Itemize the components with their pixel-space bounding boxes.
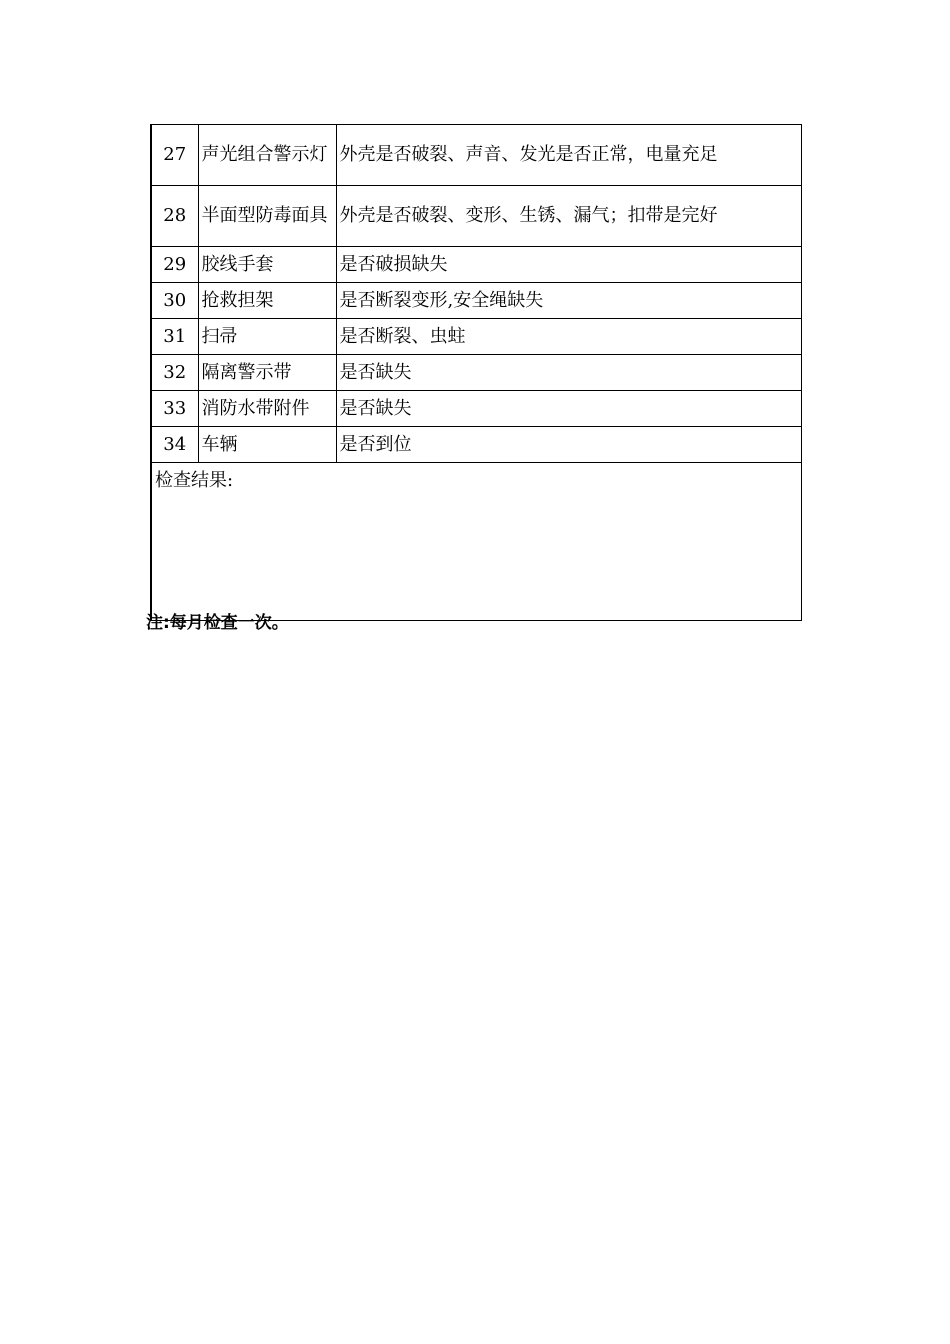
table-row <box>151 283 801 319</box>
table-row <box>151 427 801 463</box>
item-name: 声光组合警示灯 <box>198 125 336 186</box>
check-content: 是否缺失 <box>336 391 801 427</box>
check-content: 是否断裂、虫蛀 <box>336 319 801 355</box>
check-content: 是否破损缺失 <box>336 247 801 283</box>
row-number: 31 <box>151 319 198 355</box>
table-row <box>151 319 801 355</box>
row-number: 29 <box>151 247 198 283</box>
item-name: 抢救担架 <box>198 283 336 319</box>
table-row <box>151 186 801 247</box>
row-number: 30 <box>151 283 198 319</box>
item-name: 扫帚 <box>198 319 336 355</box>
item-name: 隔离警示带 <box>198 355 336 391</box>
check-content: 是否缺失 <box>336 355 801 391</box>
item-name: 胶线手套 <box>198 247 336 283</box>
table-row <box>151 247 801 283</box>
table-row <box>151 355 801 391</box>
result-row <box>151 463 801 621</box>
footnote: 注:每月检查一次。 <box>146 613 289 633</box>
row-number: 32 <box>151 355 198 391</box>
row-number: 33 <box>151 391 198 427</box>
check-content: 是否到位 <box>336 427 801 463</box>
check-content: 是否断裂变形,安全绳缺失 <box>336 283 801 319</box>
table-row <box>151 125 801 186</box>
item-name: 消防水带附件 <box>198 391 336 427</box>
inspection-result-field[interactable]: 检查结果: <box>151 463 801 621</box>
row-number: 34 <box>151 427 198 463</box>
inspection-table <box>150 124 802 621</box>
check-content: 外壳是否破裂、声音、发光是否正常，电量充足 <box>336 125 801 186</box>
table-row <box>151 391 801 427</box>
check-content: 外壳是否破裂、变形、生锈、漏气；扣带是完好 <box>336 186 801 247</box>
row-number: 27 <box>151 125 198 186</box>
row-number: 28 <box>151 186 198 247</box>
item-name: 车辆 <box>198 427 336 463</box>
item-name: 半面型防毒面具 <box>198 186 336 247</box>
